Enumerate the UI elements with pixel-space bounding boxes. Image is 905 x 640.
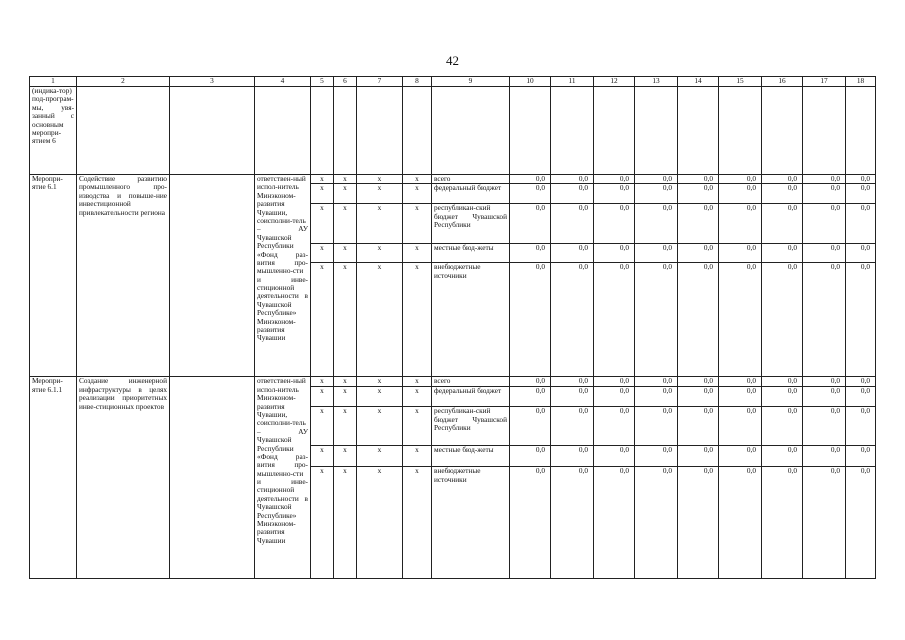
empty-cell: [678, 87, 719, 175]
empty-cell: [77, 87, 170, 175]
empty-cell: [635, 87, 678, 175]
code-cell: x: [334, 204, 357, 244]
continuation-row: [30, 87, 876, 175]
program-table: [29, 76, 876, 579]
value-cell: 0,0: [846, 467, 876, 579]
column-number: 7: [357, 77, 403, 87]
value-cell: 0,0: [635, 263, 678, 377]
measure-label: Меропри-ятие 6.1: [30, 175, 77, 377]
value-cell: 0,0: [803, 387, 846, 407]
value-cell: 0,0: [594, 407, 635, 446]
value-cell: 0,0: [510, 184, 551, 204]
column-number-row: [30, 77, 876, 87]
value-cell: 0,0: [510, 204, 551, 244]
funding-source: всего: [432, 175, 510, 184]
column-number: 3: [170, 77, 255, 87]
value-cell: 0,0: [510, 407, 551, 446]
value-cell: 0,0: [846, 407, 876, 446]
code-cell: x: [403, 446, 432, 467]
column-number: 6: [334, 77, 357, 87]
value-cell: 0,0: [551, 244, 594, 263]
value-cell: 0,0: [594, 244, 635, 263]
value-cell: 0,0: [846, 184, 876, 204]
value-cell: 0,0: [678, 467, 719, 579]
empty-cell: [594, 87, 635, 175]
value-cell: 0,0: [846, 244, 876, 263]
funding-source: внебюджетные источники: [432, 467, 510, 579]
value-cell: 0,0: [762, 467, 803, 579]
code-cell: x: [311, 407, 334, 446]
code-cell: x: [403, 377, 432, 387]
code-cell: x: [334, 407, 357, 446]
value-cell: 0,0: [678, 204, 719, 244]
value-cell: 0,0: [803, 204, 846, 244]
funding-source: федеральный бюджет: [432, 184, 510, 204]
value-cell: 0,0: [635, 387, 678, 407]
value-cell: 0,0: [635, 204, 678, 244]
column-number: 11: [551, 77, 594, 87]
column-number: 17: [803, 77, 846, 87]
column-number: 2: [77, 77, 170, 87]
code-cell: x: [357, 446, 403, 467]
value-cell: 0,0: [551, 184, 594, 204]
code-cell: x: [357, 184, 403, 204]
code-cell: x: [403, 175, 432, 184]
code-cell: x: [311, 263, 334, 377]
value-cell: 0,0: [719, 377, 762, 387]
code-cell: x: [403, 263, 432, 377]
value-cell: 0,0: [678, 263, 719, 377]
value-cell: 0,0: [551, 377, 594, 387]
value-cell: 0,0: [719, 467, 762, 579]
value-cell: 0,0: [846, 387, 876, 407]
empty-cell: [170, 87, 255, 175]
value-cell: 0,0: [635, 377, 678, 387]
empty-cell: [846, 87, 876, 175]
value-cell: 0,0: [678, 244, 719, 263]
code-cell: x: [357, 387, 403, 407]
code-cell: x: [357, 244, 403, 263]
code-cell: x: [334, 377, 357, 387]
executor-cell: ответствен-ный испол-нитель Минэконом-развития Чувашии, соисполни-тель – АУ Чувашской Республики «Фонд раз-вития про-мышленно-сти и инве-стиционной деятельности в Чувашской Республике» Минэконом-развития Чувашии: [255, 175, 311, 377]
value-cell: 0,0: [719, 446, 762, 467]
value-cell: 0,0: [762, 377, 803, 387]
executor-cell: ответствен-ный испол-нитель Минэконом-развития Чувашии, соисполни-тель – АУ Чувашской Республики «Фонд раз-вития про-мышленно-сти и инве-стиционной деятельности в Чувашской Республике» Минэконом-развития Чувашии: [255, 377, 311, 579]
value-cell: 0,0: [719, 387, 762, 407]
code-cell: x: [403, 244, 432, 263]
value-cell: 0,0: [678, 175, 719, 184]
code-cell: x: [311, 184, 334, 204]
column-number: 16: [762, 77, 803, 87]
value-cell: 0,0: [762, 387, 803, 407]
value-cell: 0,0: [803, 377, 846, 387]
code-cell: x: [357, 175, 403, 184]
value-cell: 0,0: [635, 184, 678, 204]
code-cell: x: [334, 175, 357, 184]
code-cell: x: [334, 467, 357, 579]
code-cell: x: [403, 407, 432, 446]
code-cell: x: [403, 467, 432, 579]
empty-cell: [803, 87, 846, 175]
value-cell: 0,0: [551, 407, 594, 446]
value-cell: 0,0: [510, 467, 551, 579]
value-cell: 0,0: [510, 175, 551, 184]
value-cell: 0,0: [594, 377, 635, 387]
value-cell: 0,0: [762, 175, 803, 184]
column-number: 15: [719, 77, 762, 87]
value-cell: 0,0: [510, 263, 551, 377]
measure-name: Создание инженерной инфраструктуры в целях реализации приоритетных инве-стиционных проектов: [77, 377, 170, 579]
code-cell: x: [334, 244, 357, 263]
code-cell: x: [357, 467, 403, 579]
value-cell: 0,0: [594, 263, 635, 377]
value-cell: 0,0: [594, 175, 635, 184]
value-cell: 0,0: [551, 263, 594, 377]
value-cell: 0,0: [762, 184, 803, 204]
value-cell: 0,0: [846, 175, 876, 184]
indicator-cell: (индика-тор) под-програм-мы, увя-занный с основным меропри-ятием 6: [30, 87, 77, 175]
value-cell: 0,0: [719, 204, 762, 244]
value-cell: 0,0: [510, 446, 551, 467]
value-cell: 0,0: [635, 407, 678, 446]
empty-cell: [255, 87, 311, 175]
value-cell: 0,0: [678, 377, 719, 387]
code-cell: x: [311, 244, 334, 263]
code-cell: x: [357, 407, 403, 446]
column-number: 18: [846, 77, 876, 87]
column-number: 10: [510, 77, 551, 87]
value-cell: 0,0: [678, 407, 719, 446]
value-cell: 0,0: [846, 204, 876, 244]
measure-name: Содействие развитию промышленного про-изводства и повыше-ние инвестиционной привлекательности региона: [77, 175, 170, 377]
value-cell: 0,0: [762, 244, 803, 263]
code-cell: x: [403, 184, 432, 204]
empty-cell: [432, 87, 510, 175]
empty-cell: [403, 87, 432, 175]
code-cell: x: [311, 387, 334, 407]
value-cell: 0,0: [551, 387, 594, 407]
empty-cell: [762, 87, 803, 175]
table-row: [30, 377, 876, 387]
code-cell: x: [311, 175, 334, 184]
column-number: 9: [432, 77, 510, 87]
column-number: 13: [635, 77, 678, 87]
empty-cell: [551, 87, 594, 175]
value-cell: 0,0: [803, 184, 846, 204]
column-number: 5: [311, 77, 334, 87]
measure-label: Меропри-ятие 6.1.1: [30, 377, 77, 579]
column-number: 14: [678, 77, 719, 87]
value-cell: 0,0: [803, 244, 846, 263]
value-cell: 0,0: [594, 446, 635, 467]
value-cell: 0,0: [803, 446, 846, 467]
value-cell: 0,0: [594, 184, 635, 204]
column-number: 4: [255, 77, 311, 87]
value-cell: 0,0: [551, 446, 594, 467]
value-cell: 0,0: [719, 244, 762, 263]
value-cell: 0,0: [510, 244, 551, 263]
table-row: [30, 175, 876, 184]
code-cell: x: [403, 387, 432, 407]
value-cell: 0,0: [846, 446, 876, 467]
code-cell: x: [334, 263, 357, 377]
value-cell: 0,0: [719, 263, 762, 377]
value-cell: 0,0: [678, 387, 719, 407]
value-cell: 0,0: [678, 184, 719, 204]
empty-cell: [510, 87, 551, 175]
page-number: 42: [446, 53, 459, 68]
value-cell: 0,0: [594, 387, 635, 407]
code-cell: x: [311, 204, 334, 244]
code-cell: x: [311, 446, 334, 467]
value-cell: 0,0: [762, 204, 803, 244]
value-cell: 0,0: [803, 407, 846, 446]
funding-source: местные бюд-жеты: [432, 446, 510, 467]
empty-cell: [357, 87, 403, 175]
column-number: 8: [403, 77, 432, 87]
value-cell: 0,0: [678, 446, 719, 467]
value-cell: 0,0: [635, 175, 678, 184]
value-cell: 0,0: [510, 387, 551, 407]
value-cell: 0,0: [762, 263, 803, 377]
value-cell: 0,0: [551, 467, 594, 579]
value-cell: 0,0: [635, 446, 678, 467]
value-cell: 0,0: [635, 244, 678, 263]
code-cell: x: [334, 184, 357, 204]
column-number: 12: [594, 77, 635, 87]
value-cell: 0,0: [551, 175, 594, 184]
value-cell: 0,0: [594, 467, 635, 579]
code-cell: x: [357, 204, 403, 244]
empty-cell: [170, 175, 255, 377]
code-cell: x: [357, 263, 403, 377]
code-cell: x: [403, 204, 432, 244]
value-cell: 0,0: [762, 446, 803, 467]
empty-cell: [334, 87, 357, 175]
code-cell: x: [334, 446, 357, 467]
code-cell: x: [311, 377, 334, 387]
value-cell: 0,0: [846, 377, 876, 387]
value-cell: 0,0: [635, 467, 678, 579]
empty-cell: [719, 87, 762, 175]
column-number: 1: [30, 77, 77, 87]
funding-source: всего: [432, 377, 510, 387]
value-cell: 0,0: [803, 263, 846, 377]
value-cell: 0,0: [846, 263, 876, 377]
value-cell: 0,0: [719, 184, 762, 204]
value-cell: 0,0: [719, 407, 762, 446]
value-cell: 0,0: [510, 377, 551, 387]
value-cell: 0,0: [803, 467, 846, 579]
value-cell: 0,0: [551, 204, 594, 244]
value-cell: 0,0: [803, 175, 846, 184]
funding-source: федеральный бюджет: [432, 387, 510, 407]
value-cell: 0,0: [762, 407, 803, 446]
value-cell: 0,0: [594, 204, 635, 244]
empty-cell: [311, 87, 334, 175]
code-cell: x: [311, 467, 334, 579]
empty-cell: [170, 377, 255, 579]
code-cell: x: [334, 387, 357, 407]
funding-source: республикан-ский бюджет Чувашской Республики: [432, 407, 510, 446]
funding-source: внебюджетные источники: [432, 263, 510, 377]
funding-source: местные бюд-жеты: [432, 244, 510, 263]
code-cell: x: [357, 377, 403, 387]
value-cell: 0,0: [719, 175, 762, 184]
funding-source: республикан-ский бюджет Чувашской Республики: [432, 204, 510, 244]
